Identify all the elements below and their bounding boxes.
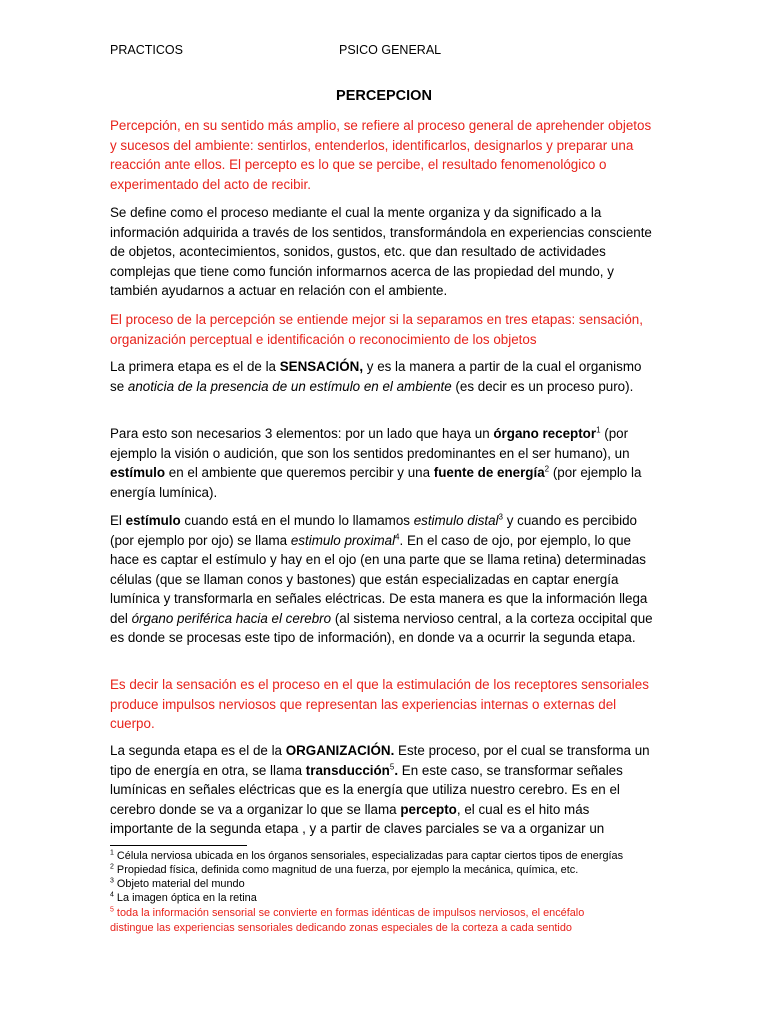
paragraph-stages: El proceso de la percepción se entiende mejor si la separamos en tres etapas: sensación, organización perceptual e identificación o reconocimiento de los objetos (110, 312, 643, 347)
footnote-5: $^5$ toda la información sensorial se convierte en formas idénticas de impulsos nerviosos, el encéfalo distingue las experiencias sensoriales dedicando zonas especiales de la corteza a cada sentido (110, 906, 585, 934)
footnote-ref-4: 4 (395, 532, 400, 542)
footnote-4: $^4$ La imagen óptica en la retina (110, 891, 257, 904)
paragraph-elements: Para esto son necesarios 3 elementos: por un lado que haya un órgano receptor$^1$ (por ejemplo la visión o audición, que son los sentidos predominantes en el ser humano), un estímulo en el ambiente que queremos percibir y una fuente de energía$^2$ (por ejemplo la energía lumínica). (110, 425, 642, 500)
footnote-ref-3: 3 (498, 512, 503, 522)
header-left: PRACTICOS (110, 43, 183, 57)
document-title: PERCEPCION (336, 88, 432, 104)
paragraph-stimulus: El estímulo cuando está en el mundo lo llamamos estimulo distal$^3$ y cuando es percibido (por ejemplo por ojo) se llama estimulo proximal$^4$. En el caso de ojo, por ejemplo, lo que hace es captar el estímulo y hay en el ojo (en una parte que se llama retina) determinadas células (que se llaman conos y bastones) que están especializadas en captar energía lumínica y transformarla en señales eléctricas. De esta manera es que la información llega del órgano periférica hacia el cerebro (al sistema nervioso central, a la corteza occipital que es donde se procesas este tipo de información), en donde va a ocurrir la segunda etapa. (110, 512, 653, 645)
footnote-ref-5: 5 (389, 762, 395, 772)
paragraph-definition: Percepción, en su sentido más amplio, se refiere al proceso general de aprehender objetos y sucesos del ambiente: sentirlos, entenderlos, identificarlos, designarlos y preparar una reacción ante ellos. El percepto es lo que se percibe, el resultado fenomenológico o experimentado del acto de recibir. (110, 118, 652, 192)
footnote-ref-2: 2 (544, 464, 550, 474)
paragraph-organization: La segunda etapa es el de la ORGANIZACIÓN. Este proceso, por el cual se transforma un tipo de energía en otra, se llama transducción$^5$. En este caso, se transformar señales lumínicas en señales eléctricas que es la energía que utiliza nuestro cerebro. Es en el cerebro donde se va a organizar lo que se llama percepto, el cual es el hito más importante de la segunda etapa , y a partir de claves parciales se va a organizar un (110, 743, 650, 836)
footnote-2: $^2$ Propiedad física, definida como magnitud de una fuerza, por ejemplo la mecánica, química, etc. (110, 863, 579, 876)
footnote-1: $^1$ Célula nerviosa ubicada en los órganos sensoriales, especializadas para captar ciertos tipos de energías (110, 849, 624, 862)
footnote-3: $^3$ Objeto material del mundo (110, 877, 245, 890)
footnote-separator (110, 845, 247, 846)
paragraph-sensation: La primera etapa es el de la SENSACIÓN, y es la manera a partir de la cual el organismo se anoticia de la presencia de un estímulo en el ambiente (es decir es un proceso puro). (110, 359, 642, 394)
footnote-ref-1: 1 (596, 425, 601, 435)
header-center: PSICO GENERAL (339, 43, 442, 57)
paragraph-process: Se define como el proceso mediante el cual la mente organiza y da significado a la información adquirida a través de los sentidos, transformándola en experiencias consciente de objetos, acontecimientos, sonidos, gustos, etc. que dan resultado de actividades complejas que tiene como función informarnos acerca de las propiedad del mundo, y también ayudarnos a actuar en relación con el ambiente. (110, 205, 652, 298)
paragraph-summary: Es decir la sensación es el proceso en el que la estimulación de los receptores sensoriales produce impulsos nerviosos que representan las experiencias internas o externas del cuerpo. (110, 677, 649, 731)
